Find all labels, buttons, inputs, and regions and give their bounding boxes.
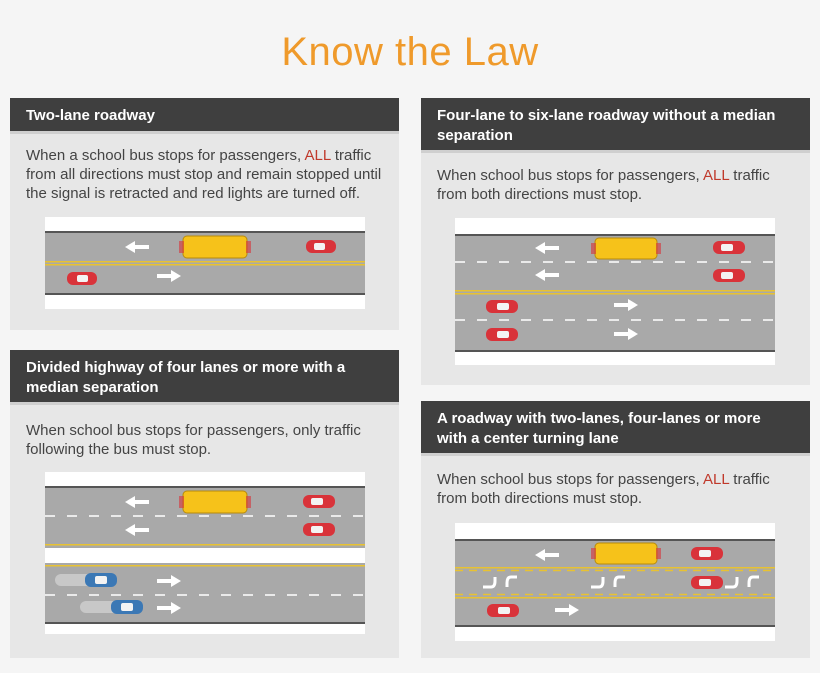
- red-car-icon: [67, 272, 97, 285]
- four-six-lane-road-diagram: [455, 218, 775, 365]
- all-emphasis: ALL: [304, 147, 331, 164]
- card-center-turn-lane-heading: A roadway with two-lanes, four-lanes or more with a center turning lane: [421, 401, 810, 456]
- card-center-turn-lane-text: When school bus stops for passengers, ALL traffic from both directions must stop.: [437, 471, 770, 507]
- school-bus-icon: [591, 238, 661, 259]
- blue-car-icon: [55, 573, 117, 587]
- red-car-icon: [713, 269, 745, 282]
- all-emphasis: ALL: [702, 167, 730, 184]
- card-two-lane-text: When a school bus stops for passengers, ALL traffic from all directions must stop and remain stopped until the signal is retracted and red lights are turned off.: [26, 147, 382, 202]
- center-line: [45, 264, 365, 266]
- red-car-icon: [487, 604, 519, 617]
- card-divided-highway-heading: Divided highway of four lanes or more with a median separation: [10, 350, 399, 405]
- card-four-six-lane-heading: Four-lane to six-lane roadway without a median separation: [421, 98, 810, 153]
- red-car-icon: [691, 576, 723, 589]
- blue-car-icon: [80, 600, 143, 614]
- center-line: [455, 293, 775, 295]
- school-bus-icon: [179, 236, 251, 258]
- red-car-icon: [306, 240, 336, 253]
- card-four-six-lane-text: When school bus stops for passengers, ALL traffic from both directions must stop.: [437, 167, 770, 203]
- card-divided-highway: [10, 350, 399, 658]
- card-two-lane-heading: Two-lane roadway: [10, 98, 399, 134]
- card-four-six-lane: [421, 98, 810, 385]
- red-car-icon: [486, 328, 518, 341]
- road-edge: [45, 293, 365, 295]
- red-car-icon: [303, 523, 335, 536]
- road-edge: [45, 231, 365, 233]
- card-center-turn-lane: [421, 401, 810, 658]
- divided-highway-road-diagram: [45, 472, 365, 634]
- median-separation: [45, 548, 365, 563]
- all-emphasis: ALL: [702, 471, 730, 488]
- school-bus-icon: [591, 543, 661, 564]
- red-car-icon: [303, 495, 335, 508]
- center-turn-lane-road-diagram: [455, 523, 775, 641]
- card-divided-highway-text: When school bus stops for passengers, only traffic following the bus must stop.: [26, 422, 361, 458]
- center-line: [455, 290, 775, 292]
- red-car-icon: [713, 241, 745, 254]
- red-car-icon: [691, 547, 723, 560]
- red-car-icon: [486, 300, 518, 313]
- center-line: [45, 261, 365, 263]
- page-title: Know the Law: [281, 30, 539, 74]
- school-bus-icon: [179, 491, 251, 513]
- two-lane-road-diagram: [45, 217, 365, 309]
- card-two-lane: [10, 98, 399, 330]
